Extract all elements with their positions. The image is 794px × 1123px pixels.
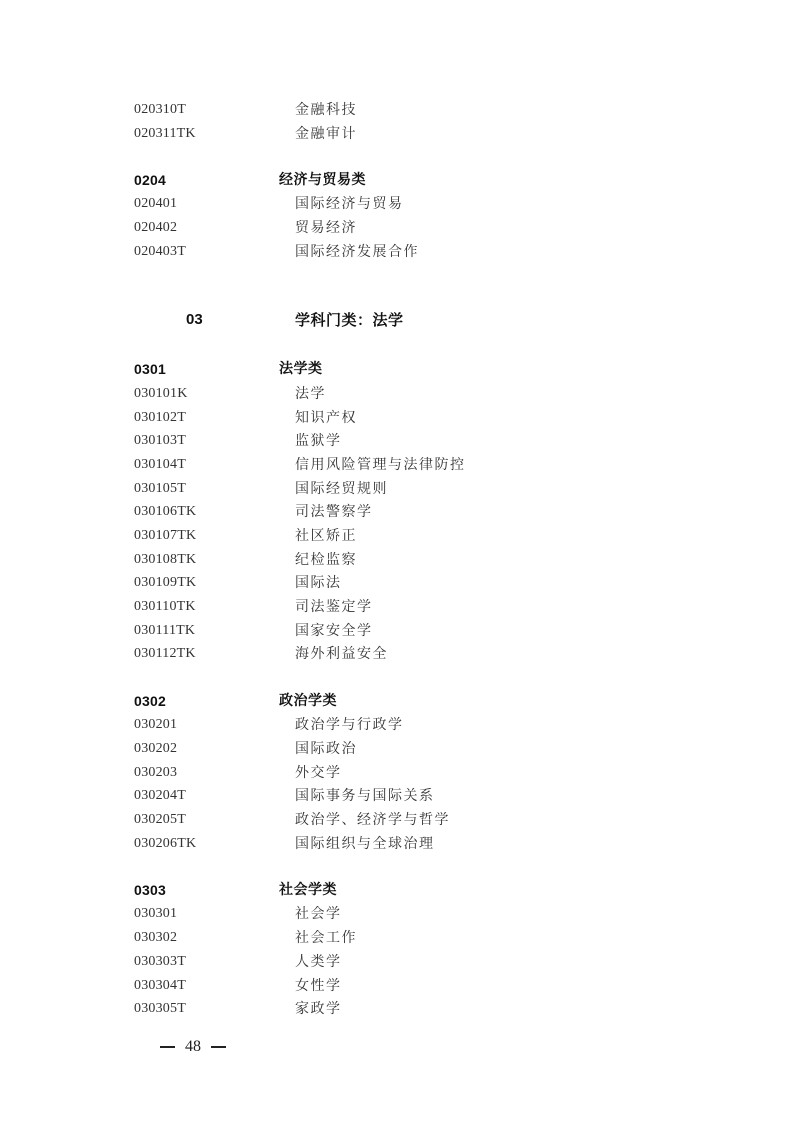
major-code: 030102T bbox=[134, 410, 186, 425]
list-item bbox=[0, 454, 794, 476]
major-name: 金融科技 bbox=[295, 102, 357, 118]
major-code: 030201 bbox=[134, 717, 178, 732]
major-code: 020311TK bbox=[134, 126, 196, 141]
list-item bbox=[0, 620, 794, 642]
category-heading bbox=[0, 169, 794, 191]
major-name: 监狱学 bbox=[295, 433, 342, 449]
list-item bbox=[0, 241, 794, 263]
page-number-text: 48 bbox=[185, 1038, 201, 1055]
category-code: 0302 bbox=[134, 693, 166, 709]
major-name: 人类学 bbox=[295, 954, 342, 970]
major-code: 030305T bbox=[134, 1001, 186, 1016]
major-name: 知识产权 bbox=[295, 410, 357, 426]
list-item bbox=[0, 123, 794, 145]
major-code: 020403T bbox=[134, 244, 186, 259]
major-code: 030204T bbox=[134, 788, 186, 803]
list-item bbox=[0, 762, 794, 784]
list-item bbox=[0, 975, 794, 997]
list-item bbox=[0, 998, 794, 1020]
major-code: 030108TK bbox=[134, 552, 197, 567]
major-name: 信用风险管理与法律防控 bbox=[295, 457, 466, 473]
category-heading bbox=[0, 358, 794, 380]
major-name: 国际组织与全球治理 bbox=[295, 836, 435, 852]
major-name: 司法鉴定学 bbox=[295, 599, 373, 615]
major-code: 020402 bbox=[134, 220, 178, 235]
major-name: 外交学 bbox=[295, 765, 342, 781]
major-code: 030101K bbox=[134, 386, 188, 401]
discipline-name: 学科门类：法学 bbox=[295, 311, 404, 329]
list-item bbox=[0, 501, 794, 523]
major-name: 国家安全学 bbox=[295, 623, 373, 639]
major-name: 海外利益安全 bbox=[295, 646, 388, 662]
major-name: 国际经贸规则 bbox=[295, 481, 388, 497]
discipline-code: 03 bbox=[186, 311, 203, 328]
list-item bbox=[0, 833, 794, 855]
list-item bbox=[0, 785, 794, 807]
dash-decoration bbox=[211, 1046, 226, 1048]
list-item bbox=[0, 193, 794, 215]
major-code: 030104T bbox=[134, 457, 186, 472]
major-name: 纪检监察 bbox=[295, 552, 357, 568]
major-code: 030301 bbox=[134, 906, 178, 921]
list-item bbox=[0, 714, 794, 736]
list-item bbox=[0, 99, 794, 121]
category-code: 0301 bbox=[134, 361, 166, 377]
category-heading bbox=[0, 879, 794, 901]
major-name: 社会学 bbox=[295, 906, 342, 922]
category-name: 社会学类 bbox=[279, 882, 337, 898]
category-code: 0303 bbox=[134, 882, 166, 898]
major-name: 政治学、经济学与哲学 bbox=[295, 812, 450, 828]
major-code: 020401 bbox=[134, 196, 178, 211]
category-code: 0204 bbox=[134, 172, 166, 188]
list-item bbox=[0, 927, 794, 949]
major-code: 030202 bbox=[134, 741, 178, 756]
major-name: 贸易经济 bbox=[295, 220, 357, 236]
major-code: 030106TK bbox=[134, 504, 197, 519]
list-item bbox=[0, 383, 794, 405]
major-code: 030105T bbox=[134, 481, 186, 496]
list-item bbox=[0, 217, 794, 239]
list-item bbox=[0, 549, 794, 571]
major-name: 女性学 bbox=[295, 978, 342, 994]
major-code: 030206TK bbox=[134, 836, 197, 851]
list-item bbox=[0, 478, 794, 500]
list-item bbox=[0, 525, 794, 547]
major-code: 030303T bbox=[134, 954, 186, 969]
major-code: 030112TK bbox=[134, 646, 196, 661]
major-code: 030107TK bbox=[134, 528, 197, 543]
category-name: 经济与贸易类 bbox=[279, 172, 366, 188]
list-item bbox=[0, 738, 794, 760]
major-code: 030304T bbox=[134, 978, 186, 993]
list-item bbox=[0, 430, 794, 452]
category-name: 法学类 bbox=[279, 361, 323, 377]
list-item bbox=[0, 407, 794, 429]
list-item bbox=[0, 596, 794, 618]
major-code: 030103T bbox=[134, 433, 186, 448]
major-code: 030111TK bbox=[134, 623, 196, 638]
major-code: 030110TK bbox=[134, 599, 196, 614]
list-item bbox=[0, 903, 794, 925]
list-item bbox=[0, 809, 794, 831]
major-name: 金融审计 bbox=[295, 126, 357, 142]
major-name: 政治学与行政学 bbox=[295, 717, 404, 733]
major-code: 020310T bbox=[134, 102, 186, 117]
major-code: 030302 bbox=[134, 930, 178, 945]
dash-decoration bbox=[160, 1046, 175, 1048]
discipline-heading bbox=[0, 307, 794, 333]
list-item bbox=[0, 951, 794, 973]
major-name: 国际事务与国际关系 bbox=[295, 788, 435, 804]
major-name: 社区矫正 bbox=[295, 528, 357, 544]
major-name: 社会工作 bbox=[295, 930, 357, 946]
major-code: 030203 bbox=[134, 765, 178, 780]
major-name: 国际经济发展合作 bbox=[295, 244, 419, 260]
major-code: 030109TK bbox=[134, 575, 197, 590]
category-name: 政治学类 bbox=[279, 693, 337, 709]
major-name: 国际经济与贸易 bbox=[295, 196, 404, 212]
major-code: 030205T bbox=[134, 812, 186, 827]
major-name: 国际政治 bbox=[295, 741, 357, 757]
page-number bbox=[150, 1036, 236, 1058]
major-name: 法学 bbox=[295, 386, 326, 402]
category-heading bbox=[0, 690, 794, 712]
major-name: 司法警察学 bbox=[295, 504, 373, 520]
major-name: 家政学 bbox=[295, 1001, 342, 1017]
major-name: 国际法 bbox=[295, 575, 342, 591]
list-item bbox=[0, 643, 794, 665]
list-item bbox=[0, 572, 794, 594]
